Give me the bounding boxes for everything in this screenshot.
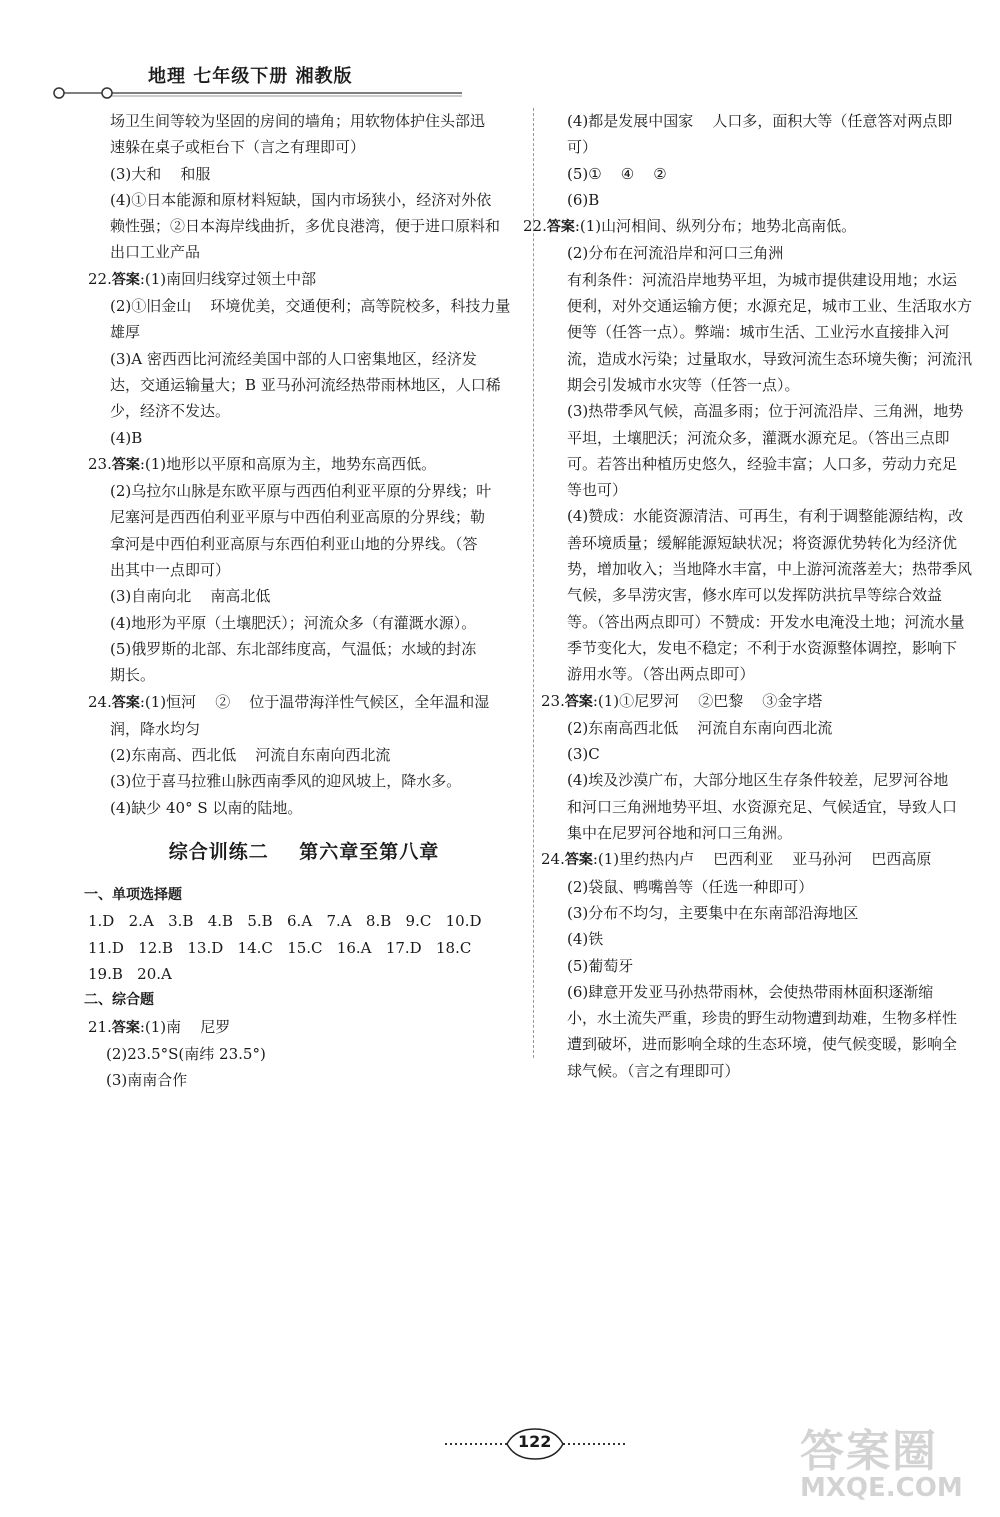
- text-line: (3)分布不均匀，主要集中在东南部沿海地区: [567, 903, 859, 922]
- mc-answers-row: 19.B 20.A: [88, 964, 172, 983]
- answer-label: 答案: [546, 219, 575, 236]
- text-line: 场卫生间等较为坚固的房间的墙角；用软物体护住头部迅: [110, 112, 486, 130]
- text-line: 润，降水均匀: [110, 719, 201, 738]
- text-line: (4)地形为平原（土壤肥沃）；河流众多（有灌溉水源）。: [110, 613, 477, 632]
- text-line: 气候，多旱涝灾害，修水库可以发挥防洪抗旱等综合效益: [567, 586, 943, 605]
- answer-text: :(1)里约热内卢 巴西利亚 亚马孙河 巴西高原: [592, 850, 932, 869]
- page-footer: [445, 1427, 625, 1461]
- text-line: 等也可）: [567, 481, 628, 500]
- text-line: 可。若答出种植历史悠久，经验丰富；人口多，劳动力充足: [567, 454, 958, 473]
- text-line: 速躲在桌子或柜台下（言之有理即可）: [110, 138, 366, 157]
- watermark-url: MXQE.COM: [800, 1473, 963, 1503]
- question-number: 23.: [541, 691, 565, 710]
- text-line: 流，造成水污染；过量取水，导致河流生态环境失衡；河流汛: [567, 349, 973, 368]
- text-line: 有利条件：河流沿岸地势平坦，为城市提供建设用地；水运: [567, 270, 958, 289]
- text-line: 小，水土流失严重，珍贵的野生动物遭到劫难，生物多样性: [567, 1009, 958, 1028]
- left-column: [84, 108, 520, 1093]
- right-column: [523, 108, 975, 1084]
- question-number: 22.: [88, 269, 112, 288]
- text-line: 等。（答出两点即可）不赞成：开发水电淹没土地；河流水量: [567, 612, 965, 631]
- question-number: 24.: [541, 850, 565, 869]
- watermark-logo-text: 答案圈: [800, 1426, 938, 1477]
- text-line: (4)缺少 40° S 以南的陆地。: [110, 798, 303, 817]
- text-line: 期会引发城市水灾等（任答一点）。: [567, 375, 800, 394]
- text-line: 尼塞河是西西伯利亚平原与中西伯利亚高原的分界线；勒: [110, 508, 486, 527]
- text-line: 平坦，土壤肥沃；河流众多，灌溉水源充足。（答出三点即: [567, 428, 950, 447]
- text-line: (6)B: [567, 190, 600, 209]
- text-line: (3)南南合作: [106, 1071, 188, 1090]
- text-line: 达，交通运输量大；B 亚马孙河流经热带雨林地区，人口稀: [110, 375, 501, 394]
- text-line: (5)俄罗斯的北部、东北部纬度高，气温低；水域的封冻: [110, 639, 477, 658]
- answer-label: 答案: [111, 694, 140, 711]
- answer-22-line: [88, 266, 520, 293]
- answer-24-line: [541, 846, 975, 873]
- site-watermark: [800, 1415, 990, 1510]
- text-line: (2)乌拉尔山脉是东欧平原与西西伯利亚平原的分界线；叶: [110, 482, 492, 501]
- answer-text: :(1)南回归线穿过领土中部: [139, 269, 317, 288]
- text-line: (5)葡萄牙: [567, 956, 634, 975]
- text-line: (6)肆意开发亚马孙热带雨林，会使热带雨林面积逐渐缩: [567, 982, 934, 1001]
- page-header: [52, 62, 472, 112]
- question-number: 23.: [88, 454, 112, 473]
- text-line: (5)① ④ ②: [567, 164, 667, 183]
- part-title: 一、单项选择题: [84, 887, 182, 904]
- text-line: (2)23.5°S(南纬 23.5°): [106, 1044, 266, 1063]
- answer-text: :(1)①尼罗河 ②巴黎 ③金字塔: [592, 691, 823, 710]
- text-line: (3)热带季风气候，高温多雨；位于河流沿岸、三角洲，地势: [567, 402, 964, 421]
- answer-text: :(1)山河相间、纵列分布；地势北高南低。: [574, 217, 857, 236]
- text-line: (3)A 密西西比河流经美国中部的人口密集地区，经济发: [110, 349, 477, 368]
- answer-21-line: [88, 1014, 520, 1041]
- answer-24-line: [88, 689, 520, 716]
- text-line: (3)C: [567, 745, 600, 764]
- text-line: 善环境质量；缓解能源短缺状况；将资源优势转化为经济优: [567, 533, 958, 552]
- text-line: 集中在尼罗河谷地和河口三角洲。: [567, 824, 793, 843]
- text-line: 球气候。（言之有理即可）: [567, 1061, 740, 1080]
- question-number: 21.: [88, 1017, 112, 1036]
- answer-23-line: [541, 688, 975, 715]
- text-line: (4)都是发展中国家 人口多，面积大等（任意答对两点即: [567, 112, 953, 130]
- text-line: 游用水等。（答出两点即可）: [567, 665, 755, 684]
- answer-23-line: [88, 451, 520, 478]
- answer-text: :(1)地形以平原和高原为主，地势东高西低。: [139, 454, 437, 473]
- answer-text: :(1)恒河 ② 位于温带海洋性气候区，全年温和湿: [139, 692, 490, 711]
- answer-label: 答案: [564, 852, 593, 869]
- column-divider: [533, 108, 534, 1058]
- text-line: (2)东南高、西北低 河流自东南向西北流: [110, 746, 391, 765]
- header-title: 地理 七年级下册 湘教版: [148, 66, 353, 87]
- text-line: (3)大和 和服: [110, 164, 211, 183]
- text-line: (2)东南高西北低 河流自东南向西北流: [567, 718, 833, 737]
- text-line: 少，经济不发达。: [110, 402, 231, 421]
- page-number: 122: [518, 1432, 552, 1451]
- text-line: (4)①日本能源和原材料短缺，国内市场狭小，经济对外依: [110, 190, 492, 209]
- answer-label: 答案: [111, 456, 140, 473]
- text-line: 便利，对外交通运输方便；水源充足，城市工业、生活取水方: [567, 297, 973, 316]
- text-line: (2)①旧金山 环境优美，交通便利；高等院校多，科技力量: [110, 297, 511, 316]
- text-line: (2)分布在河流沿岸和河口三角洲: [567, 244, 784, 263]
- text-line: (4)B: [110, 428, 143, 447]
- mc-answers-row: 11.D 12.B 13.D 14.C 15.C 16.A 17.D 18.C: [88, 938, 472, 957]
- text-line: 期长。: [110, 666, 156, 685]
- question-number: 22.: [523, 217, 547, 236]
- text-line: 可）: [567, 138, 598, 157]
- mc-answers-row: 1.D 2.A 3.B 4.B 5.B 6.A 7.A 8.B 9.C 10.D: [88, 912, 482, 931]
- answer-text: :(1)南 尼罗: [139, 1017, 231, 1036]
- header-rule-ornament: [52, 86, 472, 100]
- text-line: 雄厚: [110, 323, 141, 342]
- answer-label: 答案: [111, 271, 140, 288]
- text-line: 出其中一点即可）: [110, 561, 231, 580]
- answer-22-line: [523, 213, 975, 240]
- text-line: (2)袋鼠、鸭嘴兽等（任选一种即可）: [567, 877, 814, 896]
- text-line: 便等（任答一点）。弊端：城市生活、工业污水直接排入河: [567, 323, 950, 342]
- text-line: 势，增加收入；当地降水丰富，中上游河流落差大；热带季风: [567, 560, 973, 579]
- section-title: 综合训练二 第六章至第八章: [168, 841, 440, 864]
- answer-label: 答案: [111, 1019, 140, 1036]
- text-line: 拿河是中西伯利亚高原与东西伯利亚山地的分界线。（答: [110, 534, 478, 553]
- text-line: (3)位于喜马拉雅山脉西南季风的迎风坡上，降水多。: [110, 772, 462, 791]
- answer-label: 答案: [564, 693, 593, 710]
- text-line: 和河口三角洲地势平坦、水资源充足、气候适宜，导致人口: [567, 797, 958, 816]
- part-title: 二、综合题: [84, 992, 154, 1009]
- text-line: (4)埃及沙漠广布，大部分地区生存条件较差，尼罗河谷地: [567, 771, 949, 790]
- text-line: 季节变化大，发电不稳定；不利于水资源整体调控，影响下: [567, 638, 958, 657]
- text-line: 赖性强；②日本海岸线曲折，多优良港湾，便于进口原料和: [110, 217, 501, 236]
- text-line: (4)赞成：水能资源清洁、可再生，有利于调整能源结构，改: [567, 507, 964, 526]
- text-line: 遭到破坏，进而影响全球的生态环境，使气候变暖，影响全: [567, 1035, 958, 1054]
- question-number: 24.: [88, 692, 112, 711]
- text-line: (3)自南向北 南高北低: [110, 587, 271, 606]
- text-line: 出口工业产品: [110, 243, 201, 262]
- text-line: (4)铁: [567, 930, 604, 949]
